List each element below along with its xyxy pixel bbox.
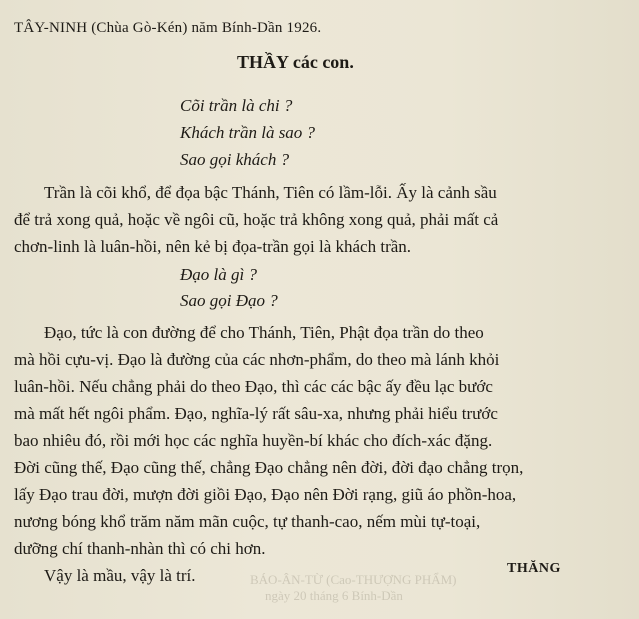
question-line: Đạo là gì ?: [180, 265, 257, 284]
paragraph-line: mà hồi cựu-vị. Đạo là đường của các nhơn-phẩm, do theo mà lánh khỏi: [14, 350, 500, 369]
paragraph-line: mà mất hết ngôi phẩm. Đạo, nghĩa-lý rất sâu-xa, nhưng phải hiểu trước: [14, 404, 498, 423]
paragraph-line: lấy Đạo trau đời, mượn đời giồi Đạo, Đạo nên Đời rạng, giũ áo phồn-hoa,: [14, 485, 517, 504]
closing-line: Vậy là mầu, vậy là trí.: [44, 566, 196, 585]
question-line: Sao gọi Đạo ?: [180, 291, 278, 310]
question-line: Cõi trần là chi ?: [180, 96, 293, 115]
bleed-through-text: ngày 20 tháng 6 Bính-Dần: [265, 588, 403, 603]
question-line: Khách trần là sao ?: [180, 123, 316, 142]
paragraph-line: dưỡng chí thanh-nhàn thì có chi hơn.: [14, 539, 266, 558]
paragraph-line: để trả xong quả, hoặc về ngôi cũ, hoặc trả không xong quả, phải mất cả: [14, 210, 499, 229]
question-line: Sao gọi khách ?: [180, 150, 290, 169]
paragraph-line: bao nhiêu đó, rồi mới học các nghĩa huyền-bí khác cho đích-xác đặng.: [14, 431, 493, 450]
paragraph-line: nương bóng khổ trăm năm mãn cuộc, tự thanh-cao, nếm mùi tự-toại,: [14, 512, 481, 531]
paragraph-line: chơn-linh là luân-hồi, nên kẻ bị đọa-trần gọi là khách trần.: [14, 237, 412, 256]
page-header: TÂY-NINH (Chùa Gò-Kén) năm Bính-Dần 1926.: [14, 20, 322, 36]
paragraph-line: Đời cũng thế, Đạo cũng thế, chẳng Đạo chẳng nên đời, đời đạo chẳng trọn,: [14, 458, 524, 477]
paragraph-line: luân-hồi. Nếu chẳng phải do theo Đạo, thì các các bậc ấy đều lạc bước: [14, 377, 493, 396]
page-title: THẦY các con.: [237, 52, 354, 72]
paragraph-line: Đạo, tức là con đường để cho Thánh, Tiên, Phật đọa trần do theo: [44, 323, 484, 342]
paragraph-line: Trần là cõi khổ, để đọa bậc Thánh, Tiên có lầm-lỗi. Ấy là cảnh sầu: [44, 183, 497, 202]
bleed-through-text: BÁO-ÂN-TỪ (Cao-THƯỢNG PHẨM): [250, 572, 457, 587]
signature: THĂNG: [507, 561, 561, 576]
